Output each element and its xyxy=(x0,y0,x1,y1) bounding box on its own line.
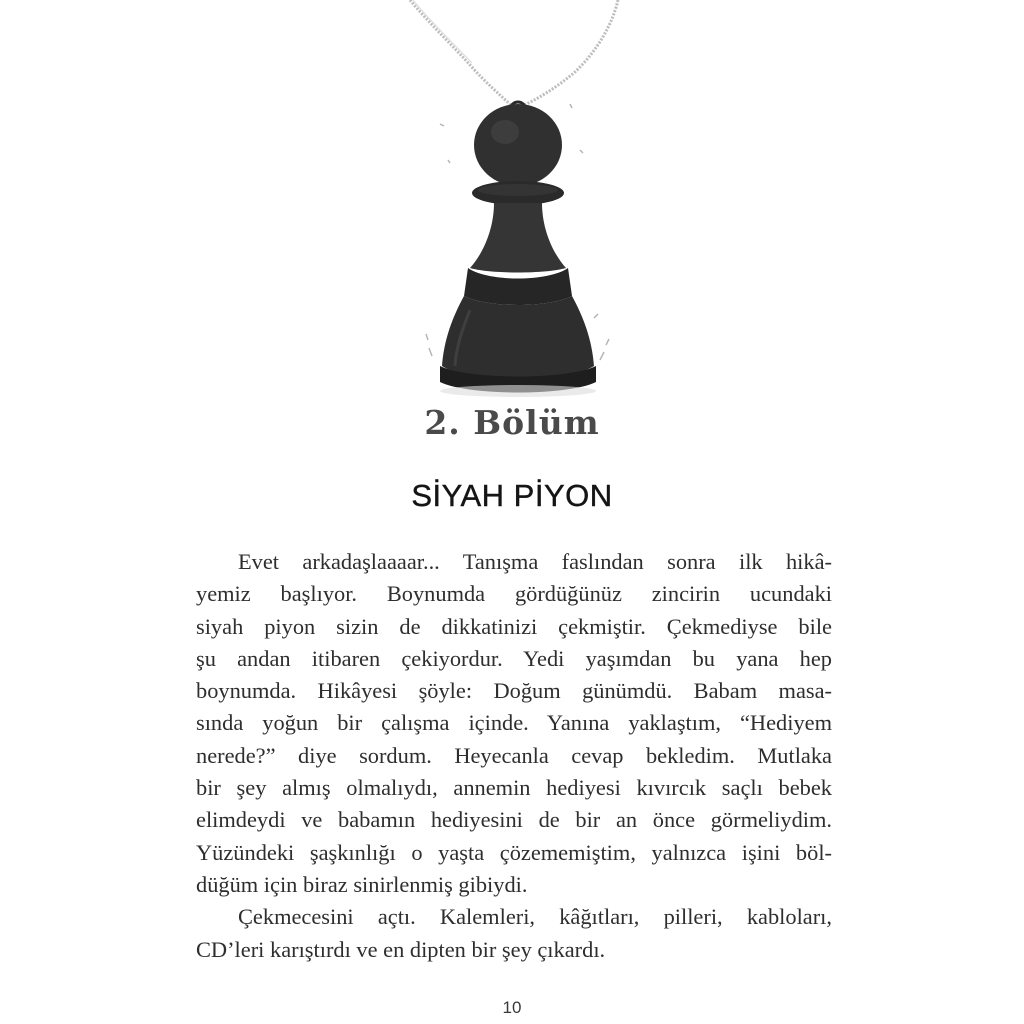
text-line: Yüzündeki şaşkınlığı o yaşta çözememiştim, yalnızca işini böl- xyxy=(196,839,832,865)
chapter-title: SİYAH PİYON xyxy=(411,478,613,513)
text-line: sında yoğun bir çalışma içinde. Yanına yaklaştım, “Hediyem xyxy=(196,710,832,736)
text-line: bir şey almış olmalıydı, annemin hediyesi kıvırcık saçlı bebek xyxy=(196,775,832,801)
text-line: Çekmecesini açtı. Kalemleri, kâğıtları, pilleri, kabloları, xyxy=(238,904,832,930)
text-line: boynumda. Hikâyesi şöyle: Doğum günümdü. Babam masa- xyxy=(196,678,832,704)
text-line: CD’leri karıştırdı ve en dipten bir şey çıkardı. xyxy=(196,936,606,962)
text-line: nerede?” diye sordum. Heyecanla cevap bekledim. Mutlaka xyxy=(196,742,832,768)
text-line: Evet arkadaşlaaaar... Tanışma faslından sonra ilk hikâ- xyxy=(238,549,832,574)
pawn-pendant-illustration xyxy=(0,0,1024,410)
paragraph xyxy=(196,546,832,901)
text-line: düğüm için biraz sinirlenmiş gibiydi. xyxy=(196,871,528,897)
paragraph xyxy=(196,901,832,966)
text-line: siyah piyon sizin de dikkatinizi çekmiştir. Çekmediyse bile xyxy=(196,613,832,639)
body-text xyxy=(196,546,832,966)
text-line: elimdeydi ve babamın hediyesini de bir an önce görmeliydim. xyxy=(196,807,832,833)
page-number: 10 xyxy=(502,998,522,1017)
chapter-label: 2. Bölüm xyxy=(424,403,600,442)
chain xyxy=(410,0,618,106)
text-line: yemiz başlıyor. Boynumda gördüğünüz zincirin ucundaki xyxy=(196,581,832,607)
black-pawn-pendant-icon xyxy=(440,102,596,397)
text-line: şu andan itibaren çekiyordur. Yedi yaşımdan bu yana hep xyxy=(196,645,832,671)
